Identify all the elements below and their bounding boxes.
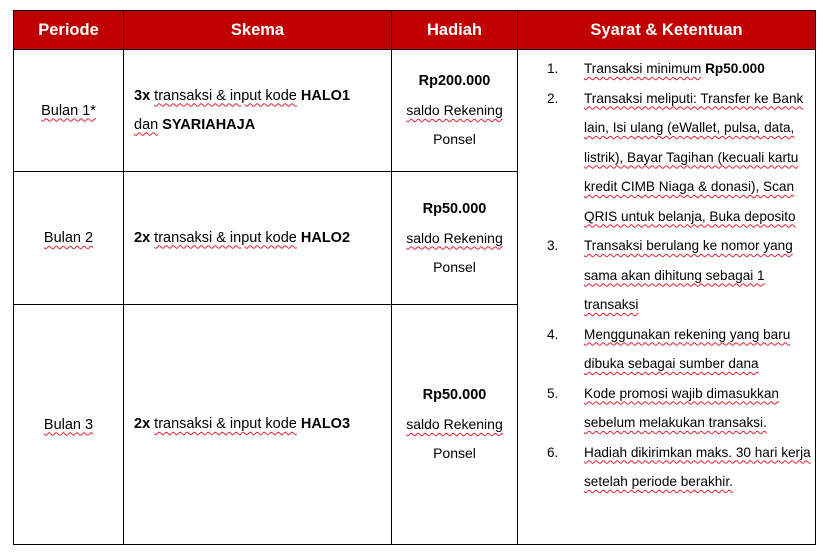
header-hadiah: Hadiah xyxy=(392,11,518,50)
hadiah-cell xyxy=(392,172,518,305)
term-item: 4. Menggunakan rekening yang baru dibuka sebagai sumber dana xyxy=(547,326,791,371)
header-skema: Skema xyxy=(124,11,392,50)
periode-cell xyxy=(14,172,124,305)
hadiah-line3: Ponsel xyxy=(433,445,476,461)
terms-cell xyxy=(518,50,816,545)
periode-text: Bulan 3 xyxy=(43,416,94,433)
skema-cell: 2x transaksi & input kode HALO2 xyxy=(124,172,392,305)
hadiah-line2: saldo Rekening xyxy=(406,416,503,432)
hadiah-amount: Rp50.000 xyxy=(422,200,487,217)
terms-list xyxy=(518,54,815,497)
header-syarat: Syarat & Ketentuan xyxy=(518,11,816,50)
hadiah-line3: Ponsel xyxy=(433,131,476,147)
header-row xyxy=(14,11,816,50)
table-row xyxy=(14,50,816,172)
hadiah-line2: saldo Rekening xyxy=(406,102,503,118)
hadiah-cell xyxy=(392,305,518,545)
periode-cell xyxy=(14,305,124,545)
skema-cell: 2x transaksi & input kode HALO3 xyxy=(124,305,392,545)
hadiah-line3: Ponsel xyxy=(433,258,476,275)
term-item: 1. Transaksi minimum Rp50.000 xyxy=(547,61,765,76)
term-item: 3. Transaksi berulang ke nomor yang sama akan dihitung sebagai 1 transaksi xyxy=(547,238,793,312)
term-item: 6. Hadiah dikirimkan maks. 30 hari kerja setelah periode berakhir. xyxy=(547,444,811,489)
hadiah-amount: Rp200.000 xyxy=(418,73,491,89)
periode-text: Bulan 2 xyxy=(43,230,94,246)
promo-table xyxy=(13,10,816,545)
hadiah-amount: Rp50.000 xyxy=(422,387,487,403)
hadiah-line2: saldo Rekening xyxy=(406,229,503,246)
periode-text: Bulan 1* xyxy=(41,102,96,119)
skema-cell: 3x transaksi & input kode HALO1 dan SYARIAHAJA xyxy=(124,50,392,172)
term-item: 5. Kode promosi wajib dimasukkan sebelum melakukan transaksi. xyxy=(547,385,779,430)
header-periode: Periode xyxy=(14,11,124,50)
hadiah-cell xyxy=(392,50,518,172)
periode-cell xyxy=(14,50,124,172)
term-item: 2. Transaksi meliputi: Transfer ke Bank lain, Isi ulang (eWallet, pulsa, data, listrik), Bayar Tagihan (kecuali kartu kredit CIMB Niaga & donasi), Scan QRIS untuk belanja, Buka deposito xyxy=(547,90,804,224)
